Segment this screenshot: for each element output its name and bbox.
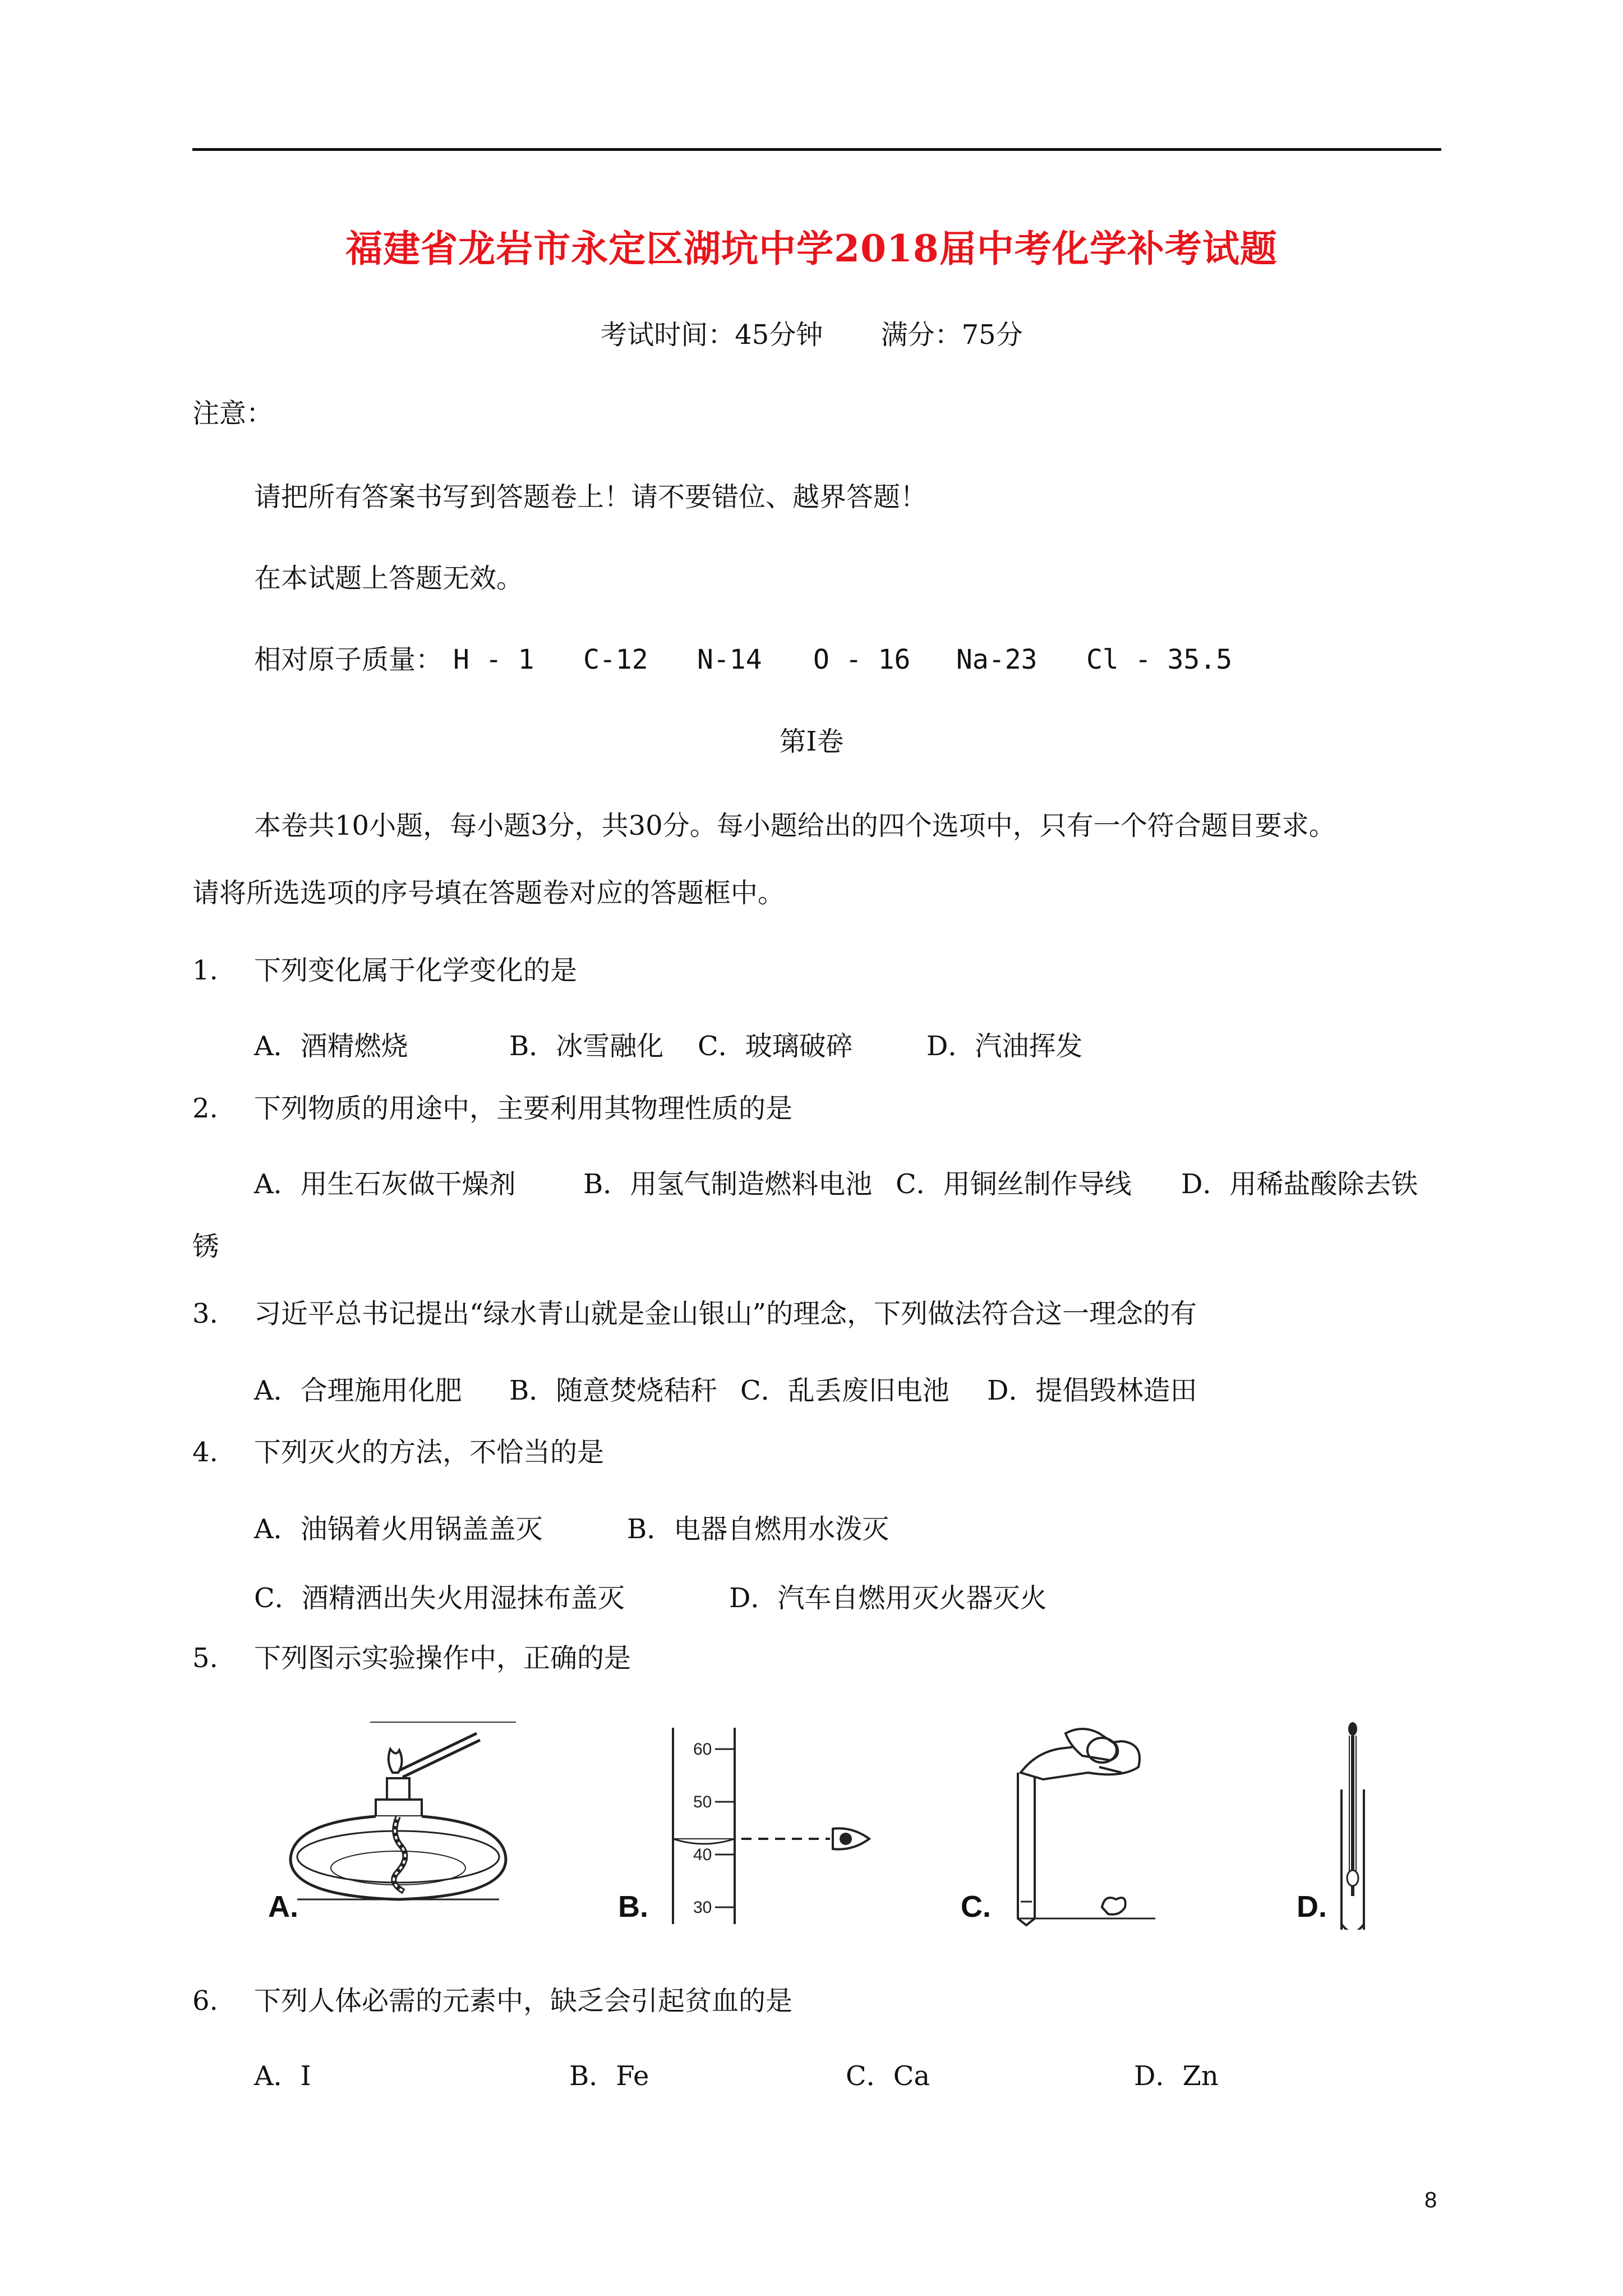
- option-wrap: 锈: [192, 1231, 220, 1262]
- notice-line: 在本试题上答题无效。: [254, 563, 524, 594]
- option-a: A．油锅着火用锅盖盖灭: [254, 1513, 543, 1545]
- atomic-mass: Cl - 35.5: [1086, 644, 1233, 675]
- cylinder-tick: 60: [693, 1740, 712, 1759]
- question-number: 1.: [192, 955, 218, 986]
- question-stem: 下列人体必需的元素中，缺乏会引起贫血的是: [254, 1985, 793, 2017]
- question-number: 6.: [192, 1985, 218, 2017]
- atomic-mass-line: [254, 646, 442, 673]
- page-number: 8: [1424, 2188, 1437, 2212]
- section-title: 第Ⅰ卷: [779, 726, 844, 757]
- option-a: A．用生石灰做干燥剂: [254, 1168, 516, 1200]
- atomic-mass-label: 相对原子质量：: [254, 644, 443, 675]
- exam-time: 考试时间：45分钟: [600, 319, 823, 351]
- option-d: D．汽油挥发: [926, 1030, 1083, 1062]
- question-number: 2.: [192, 1093, 218, 1124]
- question-number: 3.: [192, 1298, 218, 1329]
- question-stem: 下列图示实验操作中，正确的是: [254, 1642, 631, 1674]
- option-b: B．随意焚烧秸秆: [509, 1375, 718, 1406]
- option-c: C．用铜丝制作导线: [896, 1168, 1132, 1200]
- cylinder-tick: 30: [693, 1898, 712, 1917]
- option-b: B．Fe: [569, 2060, 649, 2092]
- question-number: 4.: [192, 1437, 218, 1468]
- question-stem: 下列物质的用途中，主要利用其物理性质的是: [254, 1093, 793, 1124]
- option-d: D．提倡毁林造田: [987, 1375, 1197, 1406]
- instruction-line: 本卷共10小题，每小题3分，共30分。每小题给出的四个选项中，只有一个符合题目要求。: [254, 810, 1336, 841]
- option-c: C．酒精洒出失火用湿抹布盖灭: [254, 1582, 625, 1614]
- atomic-mass: O - 16: [813, 644, 911, 675]
- instruction-line: 请将所选选项的序号填在答题卷对应的答题框中。: [192, 877, 785, 909]
- atomic-mass: Na-23: [956, 644, 1038, 675]
- option-d: D．汽车自燃用灭火器灭火: [729, 1582, 1047, 1614]
- figure-label-d: D.: [1297, 1890, 1327, 1924]
- atomic-mass: C-12: [583, 644, 648, 675]
- atomic-mass: N-14: [697, 644, 762, 675]
- notice-line: 请把所有答案书写到答题卷上！请不要错位、越界答题！: [254, 481, 928, 513]
- option-d: D．Zn: [1134, 2060, 1219, 2092]
- header-rule: [192, 148, 1441, 151]
- question-stem: 下列变化属于化学变化的是: [254, 955, 578, 986]
- option-a: A．I: [254, 2060, 311, 2092]
- figure-label-b: B.: [618, 1890, 648, 1924]
- test-tube-solid-figure: [953, 1717, 1211, 1930]
- cylinder-tick: 40: [693, 1846, 712, 1864]
- exam-meta: [0, 313, 1623, 352]
- figure-label-a: A.: [268, 1890, 298, 1924]
- cylinder-tick: 50: [693, 1793, 712, 1811]
- option-c: C．Ca: [846, 2060, 930, 2092]
- atomic-mass: H - 1: [453, 644, 534, 675]
- option-d: D．用稀盐酸除去铁: [1181, 1168, 1418, 1200]
- question-stem: 下列灭火的方法，不恰当的是: [254, 1437, 605, 1468]
- question-stem: 习近平总书记提出“绿水青山就是金山银山”的理念，下列做法符合这一理念的有: [254, 1298, 1197, 1329]
- option-b: B．用氢气制造燃料电池: [583, 1168, 873, 1200]
- option-a: A．合理施用化肥: [254, 1375, 462, 1406]
- document-title: 福建省龙岩市永定区湖坑中学2018届中考化学补考试题: [345, 227, 1278, 270]
- option-c: C．玻璃破碎: [698, 1030, 853, 1062]
- full-score: 满分：75分: [880, 319, 1023, 351]
- option-b: B．电器自燃用水泼灭: [627, 1513, 889, 1545]
- option-c: C．乱丢废旧电池: [740, 1375, 949, 1406]
- figure-label-c: C.: [961, 1890, 991, 1924]
- notice-heading: 注意：: [192, 398, 274, 429]
- option-a: A．酒精燃烧: [254, 1030, 408, 1062]
- question-number: 5.: [192, 1642, 218, 1674]
- option-b: B．冰雪融化: [509, 1030, 664, 1062]
